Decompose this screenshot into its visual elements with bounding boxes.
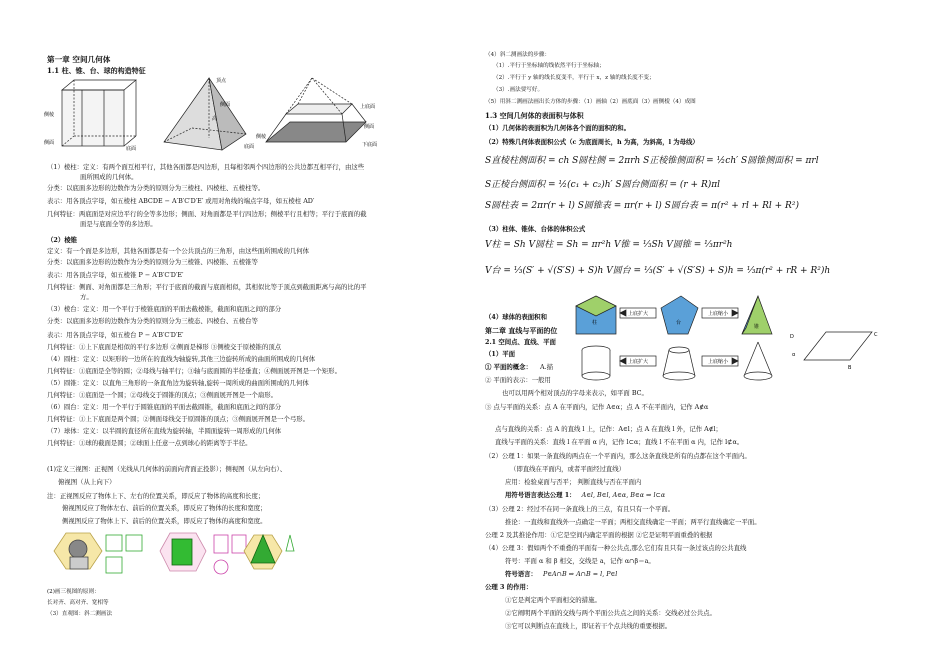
three-views-principle-title: (2)画三视图的原则： — [47, 589, 100, 595]
plane-heading: （1）平面 — [485, 350, 516, 358]
pyramid-label-height: 高 — [212, 116, 218, 122]
axiom-3-role-3: ③它可以判断点在直线上，即证若干个点共线的重要根据。 — [505, 622, 672, 630]
axiom-2-role: 公理 2 及其推论作用：①它是空间内确定平面的根据 ②它是证明平面重叠的根据 — [485, 531, 713, 539]
axiom-3-notation: 符号：平面 α 和 β 相交，交线是 a，记作 α∩β＝a。 — [505, 557, 655, 565]
chapter-2-title: 第二章 直线与平面的位 — [485, 326, 558, 335]
pyramid-features-cont: 方。 — [80, 293, 93, 301]
oblique-drawing-title: （3）直观图：斜二测画法 — [47, 611, 113, 617]
pyramid-label-vertex: 顶点 — [216, 78, 227, 84]
section-1-3-title: 1.3 空间几何体的表面积与体积 — [485, 111, 584, 120]
axiom-2-corollary: 推论：一直线和直线外一点确定一平面；两相交直线确定一平面；两平行直线确定一平面。 — [505, 518, 761, 526]
oblique-steps-title: （4）斜二测画法的步骤： — [485, 52, 551, 58]
three-views-figure — [46, 529, 306, 587]
pyramid-label-base: 底面 — [244, 144, 255, 150]
prism-definition: （1）棱柱：定义：有两个面互相平行，其他各面都是四边形，且每相邻两个四边形的公共边都互相平行，由这些 — [47, 163, 365, 171]
frustum-cone-features: 几何特征：①上下底面是两个圆；②侧面母线交于原圆锥的顶点；③侧面展开图是一个弓形。 — [47, 415, 310, 423]
volume-formula-title: （3）柱体、锥体、台体的体积公式 — [485, 225, 586, 233]
prism-label-edge: 侧棱 — [44, 112, 55, 118]
arrow-label-enlarge-2: 上底扩大 — [628, 359, 649, 365]
frustum-label-top: 上底面 — [360, 104, 376, 110]
sphere-formula-title: （4）球体的表面积和 — [485, 313, 547, 321]
solids-figure — [44, 76, 384, 158]
formula-volume-1: V柱 = Sh V圆柱 = Sh = πr²h V锥 = ⅓Sh V圆锥 = ⅓πr²h — [485, 240, 733, 250]
vertex-b-label: B — [848, 365, 852, 371]
prism-label-face: 侧面 — [44, 140, 55, 146]
axiom-3-role-1: ①它是判定两个平面相交的措施。 — [505, 596, 601, 604]
prism-classification: 分类：以底面多边形的边数作为分类的原则分为三棱柱、四棱柱、五棱柱等。 — [47, 184, 265, 192]
axiom-1: （2）公理 1：如果一条直线的两点在一个平面内，那么这条直线是所有的点都在这个平面内。 — [485, 452, 751, 460]
frustum-cone-definition: （6）圆台：定义：用一个平行于圆锥底面的平面去截圆锥，截面和底面之间的部分 — [47, 403, 282, 411]
frustum-classification: 分类：以底面多边形的边数作为分类的原则分为三棱态、四棱台、五棱台等 — [47, 317, 258, 325]
surface-area-formula-title: （2）特殊几何体表面积公式（c 为底面周长，h 为高，为斜高，l 为母线） — [485, 138, 699, 146]
point-plane-relation: ③ 点与平面的关系：点 A 在平面内，记作 A∈α；点 A 不在平面内，记作 A∉α — [485, 403, 709, 411]
pyramid-heading: （2）棱锥 — [47, 236, 78, 244]
cylinder-definition: （4）圆柱：定义：以矩形的一边所在的直线为轴旋转,其他三边旋转所成的曲面所围成的几何体 — [47, 355, 316, 363]
prism-features-cont: 面是与底面全等的多边形。 — [80, 220, 157, 228]
formula-lateral-1: S直棱柱侧面积 = ch S圆柱侧 = 2πrh S正棱锥侧面积 = ½ch′ S圆锥侧面积 = πrl — [485, 156, 819, 166]
plane-notation-cont: 也可以用两个相对顶点的字母来表示，如平面 BC。 — [502, 389, 648, 397]
frustum-features: 几何特征：①上下底面是相似的平行多边形 ②侧面是梯形 ③侧棱交于原棱锥的顶点 — [47, 343, 282, 351]
frustum-label-face: 侧面 — [364, 124, 375, 130]
plane-notation: ② 平面的表示：一般用 — [485, 376, 551, 384]
axiom-2: （3）公理 2：经过不在同一条直线上的三点，有且只有一个平面。 — [485, 505, 675, 513]
axiom-1-symbolic: 用符号语言表达公理 1： A∈l, B∈l, A∈α, B∈α ⇒ l⊂α — [505, 491, 666, 499]
pyramid-notation: 表示：用各顶点字母，如五棱锥 P − A′B′C′D′E′ — [47, 271, 184, 279]
cone-features: 几何特征：①底面是一个圆；②母线交于圆锥的顶点；③侧面展开图是一个扇形。 — [47, 391, 278, 399]
plane-alpha-label: α — [792, 352, 796, 358]
three-views-definition-cont: 俯视图（从上向下） — [58, 478, 116, 486]
transformation-figure — [566, 294, 802, 388]
oblique-step-1: （1）.平行于坐标轴的线依然平行于坐标轴； — [493, 63, 605, 69]
label-prism: 柱 — [592, 320, 598, 326]
label-frustum: 台 — [676, 320, 682, 326]
vertex-c-label: C — [874, 332, 878, 338]
label-pyramid: 锥 — [754, 324, 760, 330]
prism-features: 几何特征：两底面是对应边平行的全等多边形；侧面、对角面都是平行四边形；侧棱平行且相等；平行于底面的截 — [47, 210, 367, 218]
axiom-3-symbolic: 符号语言： P∈A∩B ⇒ A∩B = l, P∈l — [505, 570, 618, 578]
cylinder-features: 几何特征：①底面是全等的圆；②母线与轴平行；③轴与底面圆的半径垂直；④侧面展开图是一个矩形。 — [47, 367, 341, 375]
prism-label-base: 底面 — [126, 146, 137, 152]
three-views-principle: 长对齐、高对齐、宽相等 — [47, 600, 109, 606]
formula-lateral-2: S正棱台侧面积 = ½(c₁ + c₂)h′ S圆台侧面积 = (r + R)πl — [485, 180, 721, 190]
arrow-label-shrink-1: 上底缩小 — [708, 311, 729, 317]
oblique-step-3: （3）.画法要写好。 — [493, 87, 544, 93]
surface-area-definition: （1）几何体的表面积为几何体各个面的面积的和。 — [485, 124, 631, 132]
frustum-label-edge: 侧棱 — [256, 134, 267, 140]
point-line-relation: 点与直线的关系：点 A 的直线 l 上，记作：A∈l；点 A 在直线 l 外，记作 A∉l； — [495, 425, 722, 433]
cuboid-steps: （5）用斜二测画法画出长方体的步骤：（1）画轴（2）画底面（3）画侧棱（4）成图 — [485, 99, 696, 105]
frustum-notation: 表示：用各顶点字母，如五棱台 P − A′B′C′D′E′ — [47, 331, 184, 339]
section-title: 1.1 柱、锥、台、球的构造特征 — [47, 66, 146, 75]
pyramid-classification: 分类：以底面多边形的边数作为分类的原则分为三棱锥、四棱锥、五棱锥等 — [47, 258, 258, 266]
axiom-1-note: （即直线在平面内，或者平面经过直线） — [510, 465, 626, 473]
vertex-d-label: D — [790, 334, 794, 340]
pyramid-features: 几何特征：侧面、对角面都是三角形；平行于底面的截面与底面相似，其相似比等于顶点到截面距离与高的比的平 — [47, 283, 367, 291]
pyramid-label-face: 侧面 — [220, 102, 231, 108]
three-views-note-2: 俯视图反应了物体左右、前后的位置关系，即反应了物体的长度和宽度； — [62, 504, 267, 512]
axiom-3-role-title: 公理 3 的作用： — [485, 583, 533, 591]
oblique-step-2: （2）.平行于 y 轴的线长度变半，平行于 x，z 轴的线长度不变； — [493, 75, 655, 81]
three-views-definition: (1)定义三视图：正视图（光线从几何体的前面向背面正投影）；侧视图（从左向右）、 — [47, 465, 287, 473]
formula-total-surface: S圆柱表 = 2πr(r + l) S圆锥表 = πr(r + l) S圆台表 = π(r² + rl + Rl + R²) — [485, 201, 799, 211]
prism-notation: 表示：用各顶点字母，如五棱柱 ABCDE − A′B′C′D′E′ 或用对角线的端点字母，如五棱柱 AD′ — [47, 197, 315, 205]
arrow-label-shrink-2: 上底缩小 — [708, 359, 729, 365]
frustum-label-bottom: 下底面 — [362, 142, 378, 148]
sphere-definition: （7）球体：定义：以半圆的直径所在直线为旋转轴，半圆面旋转一周形成的几何体 — [47, 427, 282, 435]
prism-definition-cont: 面所围成的几何体。 — [80, 173, 138, 181]
pyramid-definition: 定义：有一个面是多边形，其他各面都是有一个公共顶点的三角形，由这些面所围成的几何体 — [47, 247, 310, 255]
axiom-3: （4）公理 3：假如两个不重叠的平面有一种公共点,那么它们有且只有一条过该点的公共直线 — [485, 544, 747, 552]
section-2-1-title: 2.1 空间点、直线、平面 — [485, 338, 556, 346]
plane-concept: ① 平面的概念： A.描 — [485, 363, 554, 371]
formula-volume-2: V台 = ⅓(S′ + √(S′S) + S)h V圆台 = ⅓(S′ + √(S′S) + S)h = ⅓π(r² + rR + R²)h — [485, 266, 831, 276]
plane-figure — [790, 326, 880, 370]
arrow-label-enlarge-1: 上底扩大 — [628, 311, 649, 317]
three-views-note-1: 注：正视图反应了物体上下、左右的位置关系，即反应了物体的高度和长度； — [47, 492, 265, 500]
chapter-title: 第一章 空间几何体 — [47, 55, 111, 64]
axiom-3-role-2: ②它阐明两个平面的交线与两个平面公共点之间的关系：交线必过公共点。 — [505, 609, 716, 617]
sphere-features: 几何特征：①球的截面是圆；②球面上任意一点到球心的距离等于半径。 — [47, 439, 252, 447]
frustum-definition: （3）棱台：定义：用一个平行于棱锥底面的平面去截棱锥，截面和底面之间的部分 — [47, 305, 282, 313]
cone-definition: （5）圆锥：定义：以直角三角形的一条直角边为旋转轴,旋转一周所成的曲面所围成的几何体 — [47, 379, 309, 387]
axiom-1-application: 应用：检验桌面与否平； 判断直线与否在平面内 — [505, 478, 642, 486]
three-views-note-3: 侧视图反应了物体上下、前后的位置关系，即反应了物体的高度和宽度。 — [62, 517, 267, 525]
line-plane-relation: 直线与平面的关系：直线 l 在平面 α 内，记作 l⊂α；直线 l 不在平面 α 内，记作 l⊄α。 — [495, 438, 744, 446]
